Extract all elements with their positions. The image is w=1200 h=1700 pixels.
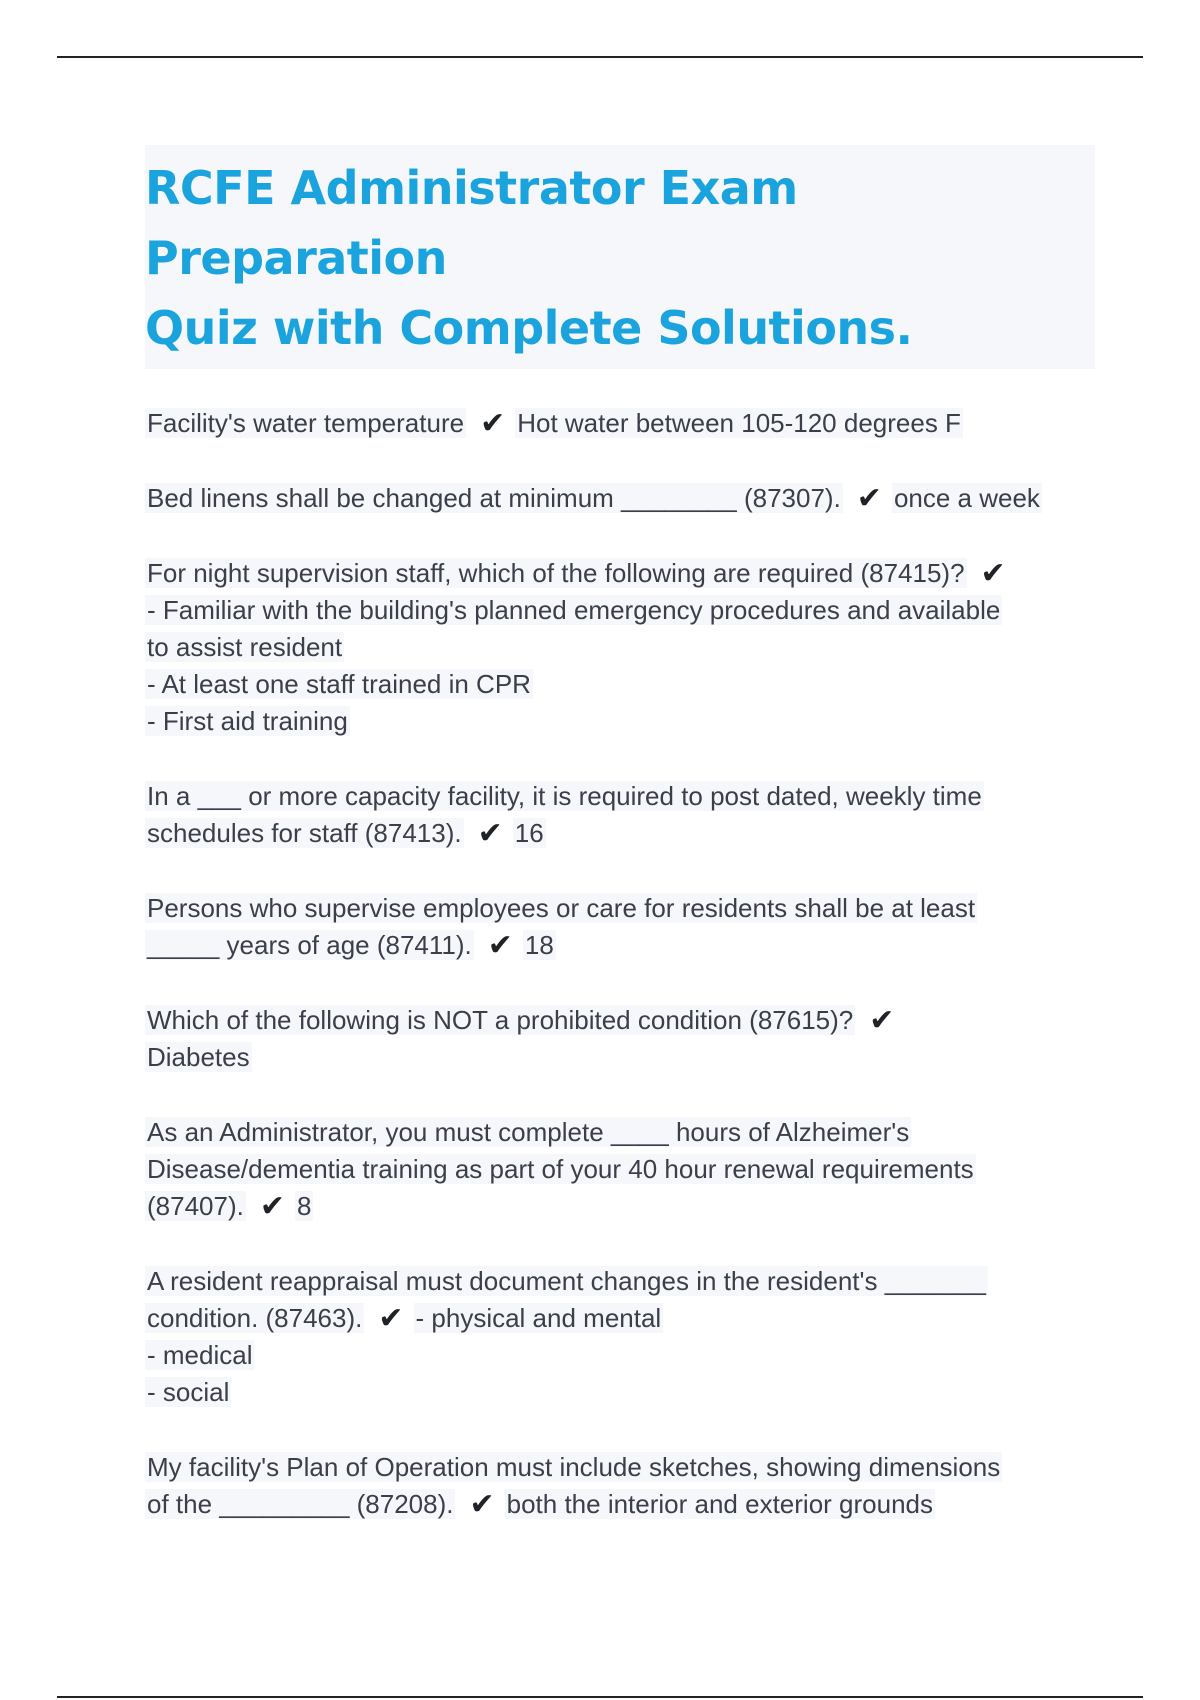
answer-line: - Familiar with the building's planned emergency procedures and available bbox=[147, 595, 1001, 625]
checkmark-icon: ✔ bbox=[477, 816, 503, 851]
answer-line: - social bbox=[147, 1377, 230, 1407]
answer-line: - First aid training bbox=[147, 706, 348, 736]
title-line-1: RCFE Administrator Exam Preparation bbox=[145, 161, 798, 285]
document-body bbox=[145, 145, 1095, 1561]
qa-item-8 bbox=[145, 1263, 1095, 1411]
checkmark-icon: ✔ bbox=[259, 1189, 285, 1224]
title-block bbox=[145, 145, 1095, 369]
question-text: For night supervision staff, which of the following are required (87415)? bbox=[147, 558, 965, 588]
bottom-rule bbox=[57, 1696, 1143, 1698]
question-line: _____ years of age (87411). bbox=[147, 930, 472, 960]
qa-item-3 bbox=[145, 555, 1095, 740]
answer-line: - physical and mental bbox=[415, 1303, 662, 1333]
question-line: A resident reappraisal must document changes in the resident's _______ bbox=[147, 1266, 986, 1296]
checkmark-icon: ✔ bbox=[469, 1487, 495, 1522]
question-line: condition. (87463). bbox=[147, 1303, 363, 1333]
checkmark-icon: ✔ bbox=[869, 1003, 895, 1038]
answer-text: 18 bbox=[524, 930, 554, 960]
qa-item-9 bbox=[145, 1449, 1095, 1523]
answer-text: 8 bbox=[296, 1191, 312, 1221]
question-line: As an Administrator, you must complete ____ hours of Alzheimer's bbox=[147, 1117, 910, 1147]
qa-item-7 bbox=[145, 1114, 1095, 1225]
qa-item-4 bbox=[145, 778, 1095, 852]
qa-item-2 bbox=[145, 480, 1095, 517]
qa-item-6 bbox=[145, 1002, 1095, 1076]
answer-text: Diabetes bbox=[147, 1042, 250, 1072]
question-line: (87407). bbox=[147, 1191, 244, 1221]
qa-item-1 bbox=[145, 405, 1095, 442]
answer-line: to assist resident bbox=[147, 632, 343, 662]
question-line: schedules for staff (87413). bbox=[147, 818, 462, 848]
answer-line: - At least one staff trained in CPR bbox=[147, 669, 531, 699]
checkmark-icon: ✔ bbox=[487, 928, 513, 963]
page-title bbox=[145, 153, 1095, 363]
checkmark-icon: ✔ bbox=[856, 481, 882, 516]
qa-item-5 bbox=[145, 890, 1095, 964]
answer-text: once a week bbox=[893, 483, 1040, 513]
answer-text: 16 bbox=[514, 818, 544, 848]
answer-text: both the interior and exterior grounds bbox=[506, 1489, 933, 1519]
checkmark-icon: ✔ bbox=[378, 1301, 404, 1336]
answer-text: Hot water between 105-120 degrees F bbox=[517, 408, 961, 438]
question-line: of the _________ (87208). bbox=[147, 1489, 454, 1519]
checkmark-icon: ✔ bbox=[980, 556, 1006, 591]
question-text: Which of the following is NOT a prohibited condition (87615)? bbox=[147, 1005, 854, 1035]
top-rule bbox=[57, 56, 1143, 58]
checkmark-icon: ✔ bbox=[480, 406, 506, 441]
title-line-2: Quiz with Complete Solutions. bbox=[145, 301, 913, 355]
question-line: Disease/dementia training as part of your 40 hour renewal requirements bbox=[147, 1154, 974, 1184]
question-text: Bed linens shall be changed at minimum ________ (87307). bbox=[147, 483, 841, 513]
question-line: Persons who supervise employees or care for residents shall be at least bbox=[147, 893, 976, 923]
question-line: My facility's Plan of Operation must include sketches, showing dimensions bbox=[147, 1452, 1001, 1482]
question-line: In a ___ or more capacity facility, it is required to post dated, weekly time bbox=[147, 781, 982, 811]
question-text: Facility's water temperature bbox=[147, 408, 465, 438]
answer-line: - medical bbox=[147, 1340, 253, 1370]
